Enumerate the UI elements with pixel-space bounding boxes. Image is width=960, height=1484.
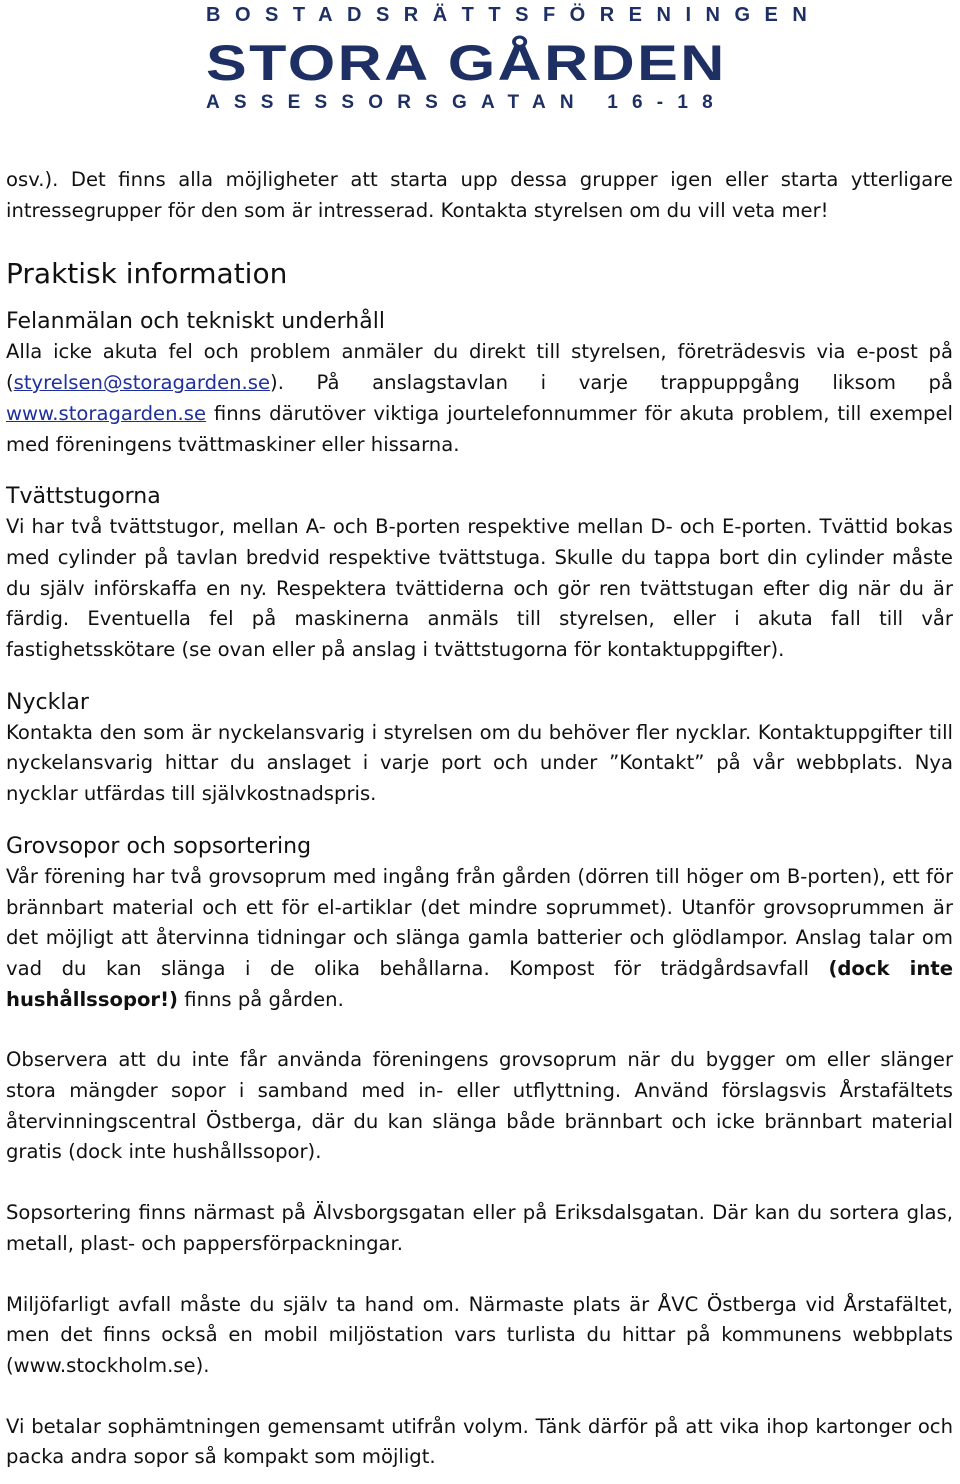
logo-line-association: BOSTADSRÄTTSFÖRENINGEN [206,4,822,26]
heading-tvattstugorna: Tvättstugorna [6,484,161,510]
section-title-praktisk: Praktisk information [6,257,288,291]
grovsopor-paragraph-5: Vi betalar sophämtningen gemensamt utifrån volym. Tänk därför på att vika ihop kartonger och packa andra sopor så kompakt som möjligt. [6,1414,953,1469]
heading-felanmalan: Felanmälan och tekniskt underhåll [6,309,385,335]
email-link[interactable]: styrelsen@storagarden.se [13,371,271,395]
website-link[interactable]: www.storagarden.se [6,401,207,425]
grovsopor-paragraph-3: Sopsortering finns närmast på Älvsborgsgatan eller på Eriksdalsgatan. Där kan du sortera glas, metall, plast- och pappersförpackningar. [6,1201,953,1255]
nycklar-paragraph: Kontakta den som är nyckelansvarig i styrelsen om du behöver fler nycklar. Kontaktuppgifter till nyckelansvarig hittar du anslaget i varje port och under ”Kontakt” på vår webbplats. Nya nycklar utfärdas till självkostnadspris. [6,720,953,806]
grovsopor-bold-note: (dock inte hushållssopor!) [6,956,954,1011]
intro-paragraph: osv.). Det finns alla möjligheter att starta upp dessa grupper igen eller starta ytterligare intressegrupper för den som är intresserad. Kontakta styrelsen om du vill veta mer! [6,168,953,222]
heading-nycklar: Nycklar [6,689,89,715]
association-logo [6,0,953,140]
grovsopor-paragraph-1: Vår förening har två grovsoprum med ingång från gården (dörren till höger om B-porten), ett för brännbart material och ett för el-artiklar (det mindre soprummet). Utanför grovsoprummen är det möjligt att återvinna tidningar och slänga gamla batterier och glödlampor. Anslag talar om vad du kan slänga i de olika behållarna. Kompost för trädgårdsavfall (dock inte hushållssopor!) finns på gården. [6,864,954,1011]
logo-line-name: STORA GÅRDEN [206,35,727,91]
grovsopor-paragraph-4: Miljöfarligt avfall måste du själv ta hand om. Närmaste plats är ÅVC Östberga vid Årstafältet, men det finns också en mobil miljöstation vars turlista du hittar på kommunens webbplats (www.stockholm.se). [6,1292,953,1377]
tvattstugorna-paragraph: Vi har två tvättstugor, mellan A- och B-porten respektive mellan D- och E-porten. Tvättid bokas med cylinder på tavlan bredvid respektive tvättstuga. Skulle du tappa bort din cylinder måste du själv införskaffa en ny. Respektera tvättiderna och gör ren tvättstugan efter dig när du är färdig. Eventuella fel på maskinerna anmäls till styrelsen, eller i akuta fall till vår fastighetsskötare (se ovan eller på anslag i tvättstugorna för kontaktuppgifter). [6,515,953,662]
felanmalan-paragraph: Alla icke akuta fel och problem anmäler du direkt till styrelsen, företrädesvis via e-post på (styrelsen@storagarden.se). På anslagstavlan i varje trappuppgång liksom på www.storagarden.se finns därutöver viktiga jourtelefonnummer för akuta problem, till exempel med föreningens tvättmaskiner eller hissarna. [6,340,953,456]
document-content [6,165,953,1473]
heading-grovsopor: Grovsopor och sopsortering [6,833,312,859]
grovsopor-paragraph-2: Observera att du inte får använda föreningens grovsoprum när du bygger om eller slänger stora mängder sopor i samband med in- eller utflyttning. Använd förslagsvis Årstafältets återvinningscentral Östberga, där du kan slänga både brännbart och icke brännbart material gratis (dock inte hushållssopor). [6,1048,953,1164]
logo-line-address: ASSESSORSGATAN 16-18 [206,92,727,113]
